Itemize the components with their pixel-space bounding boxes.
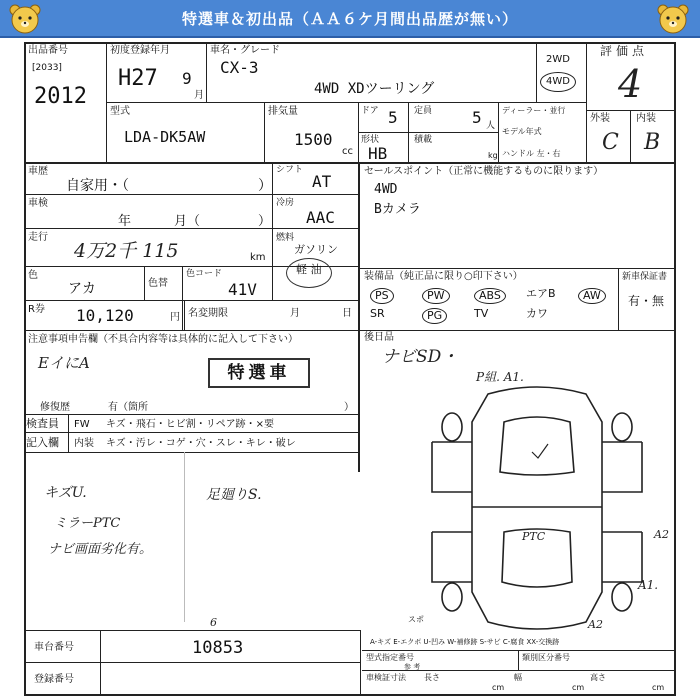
color-code-label: 色コード [186, 269, 223, 279]
interior-marks: キズ・汚レ・コゲ・穴・スレ・キレ・破レ [106, 438, 296, 449]
dim-length: 長さ [424, 673, 440, 682]
diagram-note-ptc: PTC [522, 530, 546, 543]
shaken-label: 車検 [28, 198, 48, 209]
notes-label: 注意事項申告欄（不具合内容等は具体的に記入して下さい） [28, 334, 298, 345]
record-label: 記入欄 [26, 436, 59, 449]
load-label: 積載 [414, 135, 433, 145]
doors-value: 5 [388, 108, 398, 127]
handle-label: ハンドル 左・右 [502, 149, 561, 158]
load-unit: kg [488, 151, 498, 160]
dim-cm-2: cm [572, 683, 585, 692]
chassis-label: 車台番号 [34, 642, 74, 653]
lot-small: [2033] [32, 63, 62, 73]
history-close: ） [258, 178, 272, 194]
comment-3: ナビ画面劣化有。 [48, 542, 153, 557]
model-label: 車名・グレード [210, 45, 280, 56]
notes-handwriting: EイにA [38, 354, 90, 372]
grade: 4WD XDツーリング [314, 81, 435, 97]
shift-label: シフト [276, 165, 304, 175]
color-label: 色 [28, 270, 38, 281]
recycle-label: R券 [28, 304, 45, 315]
equipment-item: SR [370, 307, 385, 320]
recycle-value: 10,120 [76, 306, 134, 325]
dim-label: 車検証寸法 [366, 673, 406, 682]
dim-cm-1: cm [492, 683, 505, 692]
exterior-label: 外装 [590, 113, 610, 124]
equipment-item: TV [474, 307, 489, 320]
cert-ref: 参 考 [404, 663, 421, 671]
ac-label: 冷房 [276, 198, 295, 208]
paint-label: 色替 [148, 278, 168, 289]
grade-score: 4 [618, 62, 643, 106]
equip-label: 装備品（純正品に限り○印下さい） [364, 271, 523, 282]
diagram-note-a1-right: A1. [638, 578, 659, 592]
first-reg-label: 初度登録年月 [110, 45, 170, 56]
comment-2: ミラーPTC [54, 516, 121, 531]
after-label: 後日品 [364, 332, 394, 343]
doors-label: ドア [361, 106, 379, 116]
capacity-label: 定員 [414, 106, 433, 116]
class-label: 類別区分番号 [522, 653, 570, 662]
displacement-value: 1500 [294, 130, 333, 149]
history-label: 車歴 [28, 166, 48, 177]
fw-label: FW [74, 419, 90, 430]
equipment-item: PW [422, 288, 450, 304]
comment-1: キズU. [44, 485, 87, 501]
banner-title: 特選車＆初出品（ＡＡ６ケ月間出品歴が無い） [181, 10, 518, 28]
shaken-close: ） [258, 214, 272, 229]
cc-unit: cc [342, 146, 353, 157]
after-value: ナビSD・ [382, 347, 459, 367]
legend: A-キズ E-エクボ U-凹み W-補修跡 S-サビ C-腐食 XX-交換跡 [370, 638, 560, 646]
equipment-item: PG [422, 308, 447, 324]
diagram-note-a2-right: A2 [654, 528, 669, 541]
equipment-item: エアB [526, 287, 556, 300]
displacement-label: 排気量 [268, 106, 298, 117]
car-diagram [412, 382, 662, 634]
type-label: 型式 [110, 106, 130, 117]
repair-label: 修復歴 [40, 402, 70, 413]
ac-value: AAC [306, 208, 335, 227]
yen-unit: 円 [170, 312, 180, 323]
lot-label: 出品番号 [28, 45, 68, 56]
special-stamp: 特選車 [208, 358, 310, 388]
exterior-marks: キズ・飛石・ヒビ割・リペア跡・×要 [106, 419, 274, 430]
drive-2wd: 2WD [546, 54, 570, 65]
fuel-gasoline: ガソリン [294, 243, 338, 256]
history-value: 自家用・（ [66, 178, 129, 194]
name-change-month: 月 [290, 308, 300, 319]
type-value: LDA-DK5AW [124, 128, 206, 146]
dim-cm-3: cm [652, 683, 665, 692]
interior-label: 内装 [636, 113, 656, 124]
shaken-year: 年 [118, 214, 132, 229]
capacity-value: 5 [472, 108, 482, 127]
sales-point-2: Bカメラ [374, 202, 421, 217]
sales-label: セールスポイント（正常に機能するものに限ります） [364, 166, 604, 177]
shift-value: AT [312, 172, 332, 191]
name-change-day: 日 [342, 308, 352, 319]
equipment-item: カワ [526, 307, 548, 320]
km-unit: km [250, 252, 266, 263]
equipment-item: PS [370, 288, 394, 304]
diagram-small-mark: スポ [408, 615, 424, 624]
interior-row-label: 内装 [74, 438, 94, 449]
sales-point-1: 4WD [374, 182, 398, 197]
first-reg-month: 9 [182, 69, 192, 88]
dealer-label: ディーラー・並行 [502, 106, 566, 115]
repair-value: 有（箇所 [108, 402, 148, 413]
capacity-unit: 人 [486, 121, 496, 131]
grade-score-label: 評価点 [600, 44, 649, 58]
exterior-value: C [602, 130, 619, 155]
dim-width: 幅 [514, 673, 522, 682]
reg-label: 登録番号 [34, 674, 74, 685]
bear-mascot-icon [8, 3, 42, 35]
auction-sheet [24, 42, 676, 696]
equipment-item: AW [578, 288, 606, 304]
name-change-label: 名変期限 [188, 308, 228, 319]
fuel-label: 燃料 [276, 233, 295, 243]
lot-number: 2012 [34, 84, 87, 109]
mileage-value: 4万2千 115 [74, 240, 179, 262]
equipment-item: ABS [474, 288, 506, 304]
color-code-value: 41V [228, 280, 257, 299]
cert-label: 型式指定番号 [366, 653, 414, 662]
mileage-label: 走行 [28, 232, 48, 243]
bear-mascot-icon [656, 3, 690, 35]
model-name: CX-3 [220, 58, 259, 77]
chassis-value: 10853 [192, 638, 244, 658]
body-value: HB [368, 144, 388, 163]
diagram-note-top: P組. A1. [476, 370, 524, 384]
drive-4wd-circled: 4WD [540, 72, 576, 92]
first-reg-year: H27 [118, 66, 158, 91]
body-label: 形状 [361, 135, 380, 145]
repair-close: ） [344, 402, 354, 413]
warranty-value: 有・無 [628, 294, 665, 308]
warranty-label: 新車保証書 [622, 272, 668, 282]
diagram-note-a2-bottom: A2 [588, 618, 603, 631]
chassis-small: 6 [210, 616, 217, 629]
inspect-label: 検査員 [26, 417, 59, 430]
shaken-month: 月（ [174, 214, 201, 229]
dim-height: 高さ [590, 673, 606, 682]
month-unit: 月 [194, 90, 204, 101]
fuel-diesel: 軽 油 [296, 263, 322, 276]
model-year-label: モデル年式 [502, 127, 542, 136]
color-value: アカ [68, 281, 96, 297]
comment-4: 足廻りS. [206, 487, 262, 503]
interior-value: B [644, 130, 661, 155]
